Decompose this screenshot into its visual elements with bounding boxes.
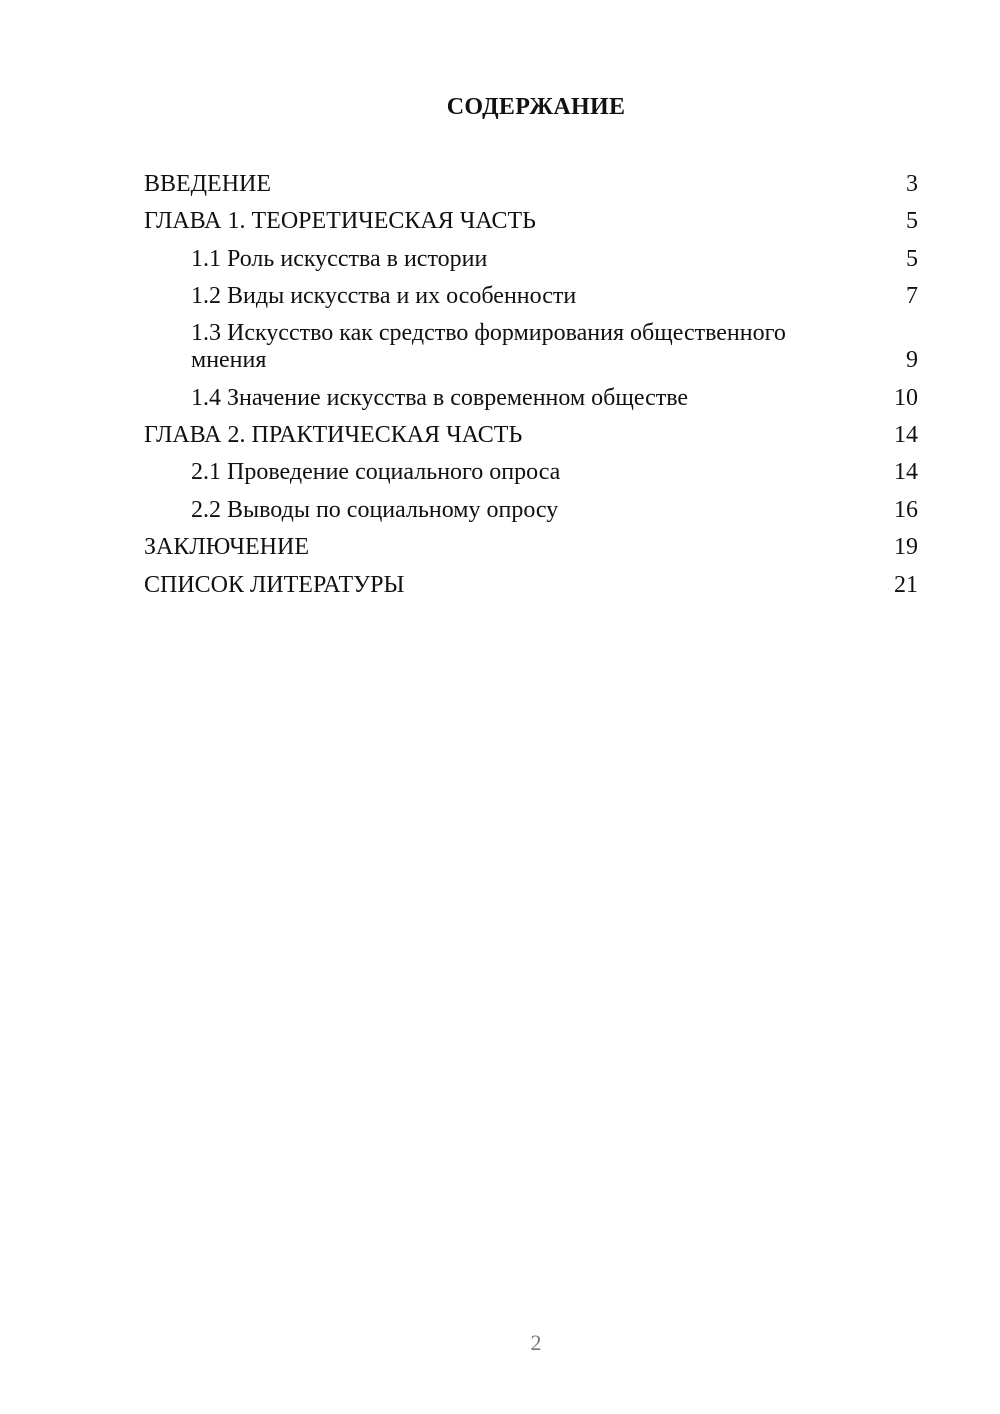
toc-entry-text: СПИСОК ЛИТЕРАТУРЫ (144, 571, 405, 598)
page-title: СОДЕРЖАНИЕ (446, 94, 626, 120)
toc-entry-text: 1.4 Значение искусства в современном обществе (191, 384, 689, 411)
toc-entry-page: 21 (894, 571, 918, 598)
toc-entry-page: 9 (906, 346, 918, 373)
toc-entry-page: 14 (894, 422, 918, 449)
toc-entry-text: ЗАКЛЮЧЕНИЕ (144, 534, 309, 561)
toc-entry-conclusion (144, 529, 918, 566)
toc-entry-page: 19 (894, 534, 918, 561)
toc-entry-text: 1.1 Роль искусства в истории (191, 245, 488, 272)
toc-entry-page: 14 (894, 459, 918, 486)
toc-entry-page: 3 (906, 171, 918, 197)
toc-entry-section-2-2 (144, 492, 918, 529)
toc-entry-section-1-1 (144, 241, 918, 278)
toc-entry-section-1-4 (144, 380, 918, 417)
toc-entry-chapter-2 (144, 417, 918, 454)
toc-entry-text: ГЛАВА 2. ПРАКТИЧЕСКАЯ ЧАСТЬ (144, 422, 523, 449)
toc-entry-section-1-2 (144, 278, 918, 315)
toc-entry-section-2-1 (144, 454, 918, 491)
toc-entry-page: 10 (894, 384, 918, 411)
toc-entry-text: 1.3 Искусство как средство формирования общественного мнения (191, 319, 786, 373)
toc-entry-page: 5 (906, 208, 918, 235)
toc-entry-text: 1.2 Виды искусства и их особенности (191, 283, 577, 310)
toc-entry-bibliography (144, 567, 918, 604)
toc-entry-introduction (144, 166, 918, 203)
toc-entry-chapter-1 (144, 203, 918, 240)
table-of-contents (144, 166, 918, 604)
toc-entry-text: 2.1 Проведение социального опроса (191, 459, 561, 486)
page-number: 2 (530, 1330, 542, 1355)
toc-entry-page: 7 (906, 283, 918, 310)
toc-entry-page: 5 (906, 245, 918, 272)
toc-entry-page: 16 (894, 496, 918, 523)
toc-entry-text: ГЛАВА 1. ТЕОРЕТИЧЕСКАЯ ЧАСТЬ (144, 208, 536, 235)
toc-entry-text: ВВЕДЕНИЕ (144, 171, 272, 197)
toc-entry-section-1-3 (144, 316, 918, 380)
toc-entry-text: 2.2 Выводы по социальному опросу (191, 496, 559, 523)
